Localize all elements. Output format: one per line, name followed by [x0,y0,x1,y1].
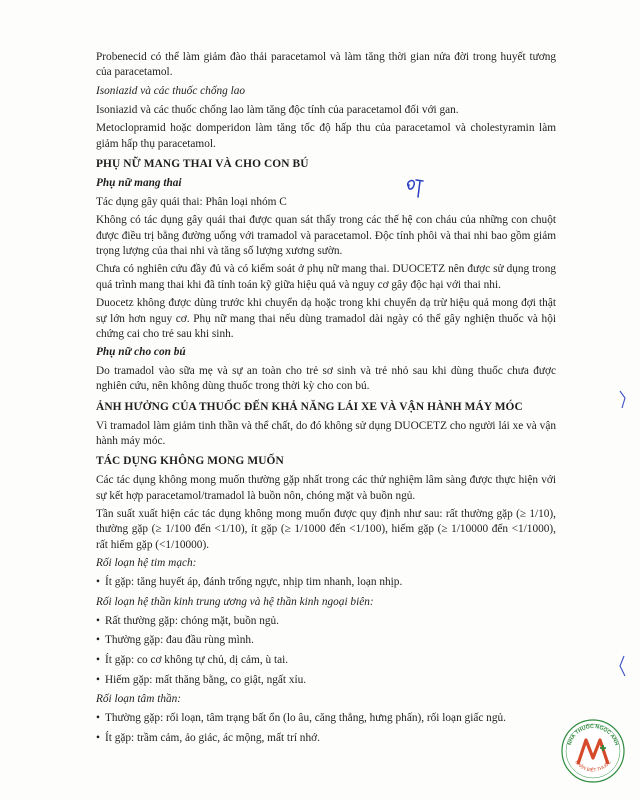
handwritten-mark [404,176,428,202]
heading-adverse-effects: TÁC DỤNG KHÔNG MONG MUỐN [96,455,284,468]
document-body [96,50,556,750]
paragraph-teratogenic-study: Không có tác dụng gây quái thai được quan sát thấy trong các thế hệ con cháu của những con chuột được điều trị bằng đường uống với tramadol và paracetamol. Độc tính phôi và thai nhi bao gồm giảm trọng lượng của thai nhi và tăng số lượng xương sườn. [96,214,556,257]
paragraph-labor-warning: Duocetz không được dùng trước khi chuyển dạ hoặc trong khi chuyển dạ trừ hiệu quả mong đợi thật sự lớn hơn nguy cơ. Phụ nữ mang thai nếu dùng tramadol dài ngày có thể gây nghiện thuốc và hội chứng cai cho trẻ sau khi sinh. [96,297,556,340]
paragraph-isoniazid: Isoniazid và các thuốc chống lao làm tăng độc tính của paracetamol đối với gan. [96,103,459,116]
subheading-pregnant-women: Phụ nữ mang thai [96,176,182,189]
category-psychiatric: Rối loạn tâm thần: [96,693,182,706]
category-nervous-system: Rối loạn hệ thần kinh trung ương và hệ thần kinh ngoại biên: [96,595,374,608]
edge-mark [616,654,630,678]
category-cardiovascular: Rối loạn hệ tim mạch: [96,557,197,570]
list-item-psychiatric-2: • Ít gặp: trầm cảm, ảo giác, ác mộng, mất trí nhớ. [96,731,556,746]
list-item-cardiovascular-1: • Ít gặp: tăng huyết áp, đánh trống ngực, nhịp tim nhanh, loạn nhịp. [96,575,556,590]
paragraph-metoclopramid: Metoclopramid hoặc domperidon làm tăng tốc độ hấp thu của paracetamol và cholestyramin làm giảm hấp thụ paracetamol. [96,122,556,150]
paragraph-teratogenic-class: Tác dụng gây quái thai: Phân loại nhóm C [96,195,287,208]
heading-pregnancy: PHỤ NỮ MANG THAI VÀ CHO CON BÚ [96,157,309,170]
subheading-breastfeeding: Phụ nữ cho con bú [96,346,186,359]
list-item-nervous-1: • Rất thường gặp: chóng mặt, buồn ngủ. [96,614,556,629]
list-item-psychiatric-1: • Thường gặp: rối loạn, tâm trạng bất ổn (lo âu, căng thẳng, hưng phấn), rối loạn giấc ngủ. [96,711,556,726]
svg-text:NHẬN BIẾT THUỐC: NHẬN BIẾT THUỐC [574,759,612,773]
list-item-nervous-4: • Hiếm gặp: mất thăng bằng, co giật, ngất xỉu. [96,673,556,688]
paragraph-adverse-frequency: Tần suất xuất hiện các tác dụng không mong muốn được quy định như sau: rất thường gặp (≥ 1/10), thường gặp (≥ 1/100 đến <1/10), ít gặp (≥ 1/1000 đến <1/100), hiếm gặp (≥ 1/10000 đến <1/1000), rất hiếm gặp (<1/10000). [96,508,556,551]
paragraph-driving: Vì tramadol làm giảm tinh thần và thể chất, do đó không sử dụng DUOCETZ cho người lái xe và vận hành máy móc. [96,419,556,447]
paragraph-breastfeeding: Do tramadol vào sữa mẹ và sự an toàn cho trẻ sơ sinh và trẻ nhỏ sau khi dùng thuốc chưa được nghiên cứu, nên không dùng thuốc trong thời kỳ cho con bú. [96,365,556,393]
svg-text:NHÀ THUỐC NGỌC ANH: NHÀ THUỐC NGỌC ANH [566,723,620,747]
pharmacy-logo [560,718,626,784]
list-item-nervous-3: • Ít gặp: co cơ không tự chủ, dị cảm, ù tai. [96,653,556,668]
edge-mark [616,388,630,412]
paragraph-probenecid: Probenecid có thể làm giảm đào thải paracetamol và làm tăng thời gian nửa đời trong huyết tương của paracetamol. [96,51,556,79]
paragraph-adverse-common: Các tác dụng không mong muốn thường gặp nhất trong các thử nghiệm lâm sàng được thực hiện với sự kết hợp paracetamol/tramadol là buồn nôn, chóng mặt và buồn ngủ. [96,474,556,502]
list-item-nervous-2: • Thường gặp: đau đầu rùng mình. [96,633,556,648]
heading-driving: ẢNH HƯỞNG CỦA THUỐC ĐẾN KHẢ NĂNG LÁI XE VÀ VẬN HÀNH MÁY MÓC [96,400,523,413]
subheading-isoniazid: Isoniazid và các thuốc chống lao [96,84,246,97]
paragraph-pregnancy-usage: Chưa có nghiên cứu đầy đủ và có kiểm soát ở phụ nữ mang thai. DUOCETZ nên được sử dụng trong quá trình mang thai khi đã tính toán kỹ giữa hiệu quả và nguy cơ gây độc hại với thai nhi. [96,263,556,291]
